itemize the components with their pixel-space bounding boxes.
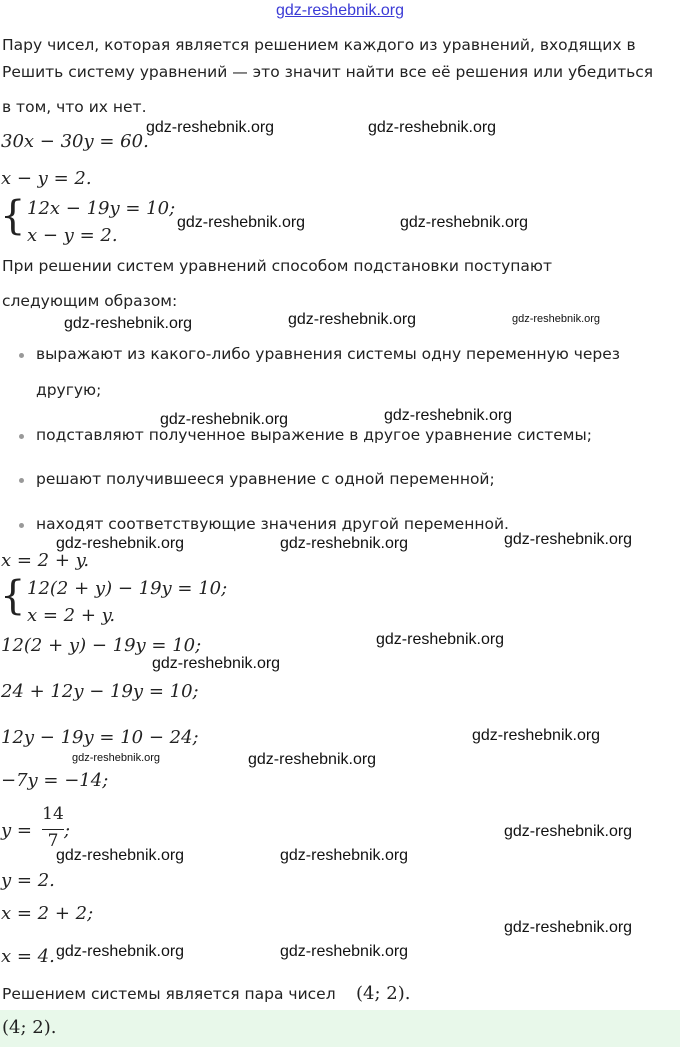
fraction-denominator: 7 bbox=[47, 831, 59, 851]
watermark: gdz-reshebnik.org bbox=[472, 727, 601, 744]
watermark: gdz-reshebnik.org bbox=[280, 847, 409, 864]
system-2-brace: { bbox=[0, 573, 26, 619]
watermark: gdz-reshebnik.org bbox=[512, 313, 601, 325]
solution-step-4: 12y − 19y = 10 − 24; bbox=[1, 727, 199, 748]
watermark: gdz-reshebnik.org bbox=[368, 119, 497, 136]
watermark: gdz-reshebnik.org bbox=[152, 655, 281, 672]
bullet-item-3: решают получившееся уравнение с одной переменной; bbox=[36, 470, 495, 488]
method-line-1: При решении систем уравнений способом подстановки поступают bbox=[2, 257, 552, 275]
solution-step-8: x = 2 + 2; bbox=[1, 903, 94, 924]
equation-1: 30x − 30y = 60. bbox=[1, 131, 149, 152]
watermark: gdz-reshebnik.org bbox=[376, 631, 505, 648]
answer-box bbox=[0, 1010, 680, 1047]
watermark: gdz-reshebnik.org bbox=[288, 311, 417, 328]
watermark: gdz-reshebnik.org bbox=[177, 214, 306, 231]
method-line-2: следующим образом: bbox=[2, 292, 178, 310]
system-1-brace: { bbox=[0, 193, 26, 239]
solution-step-1: x = 2 + y. bbox=[1, 550, 90, 571]
solution-step-5: −7y = −14; bbox=[1, 770, 109, 791]
watermark: gdz-reshebnik.org bbox=[384, 407, 513, 424]
answer-value: (4; 2). bbox=[2, 1017, 57, 1038]
conclusion-pair: (4; 2). bbox=[356, 983, 411, 1004]
system-1-line-2: x − y = 2. bbox=[27, 225, 118, 246]
watermark: gdz-reshebnik.org bbox=[160, 411, 289, 428]
solution-step-7: y = 2. bbox=[1, 870, 55, 891]
watermark: gdz-reshebnik.org bbox=[72, 752, 161, 764]
watermark: gdz-reshebnik.org bbox=[64, 315, 193, 332]
system-2-line-2: x = 2 + y. bbox=[27, 605, 116, 626]
watermark: gdz-reshebnik.org bbox=[248, 751, 377, 768]
system-1-line-1: 12x − 19y = 10; bbox=[27, 198, 176, 219]
system-2-line-1: 12(2 + y) − 19y = 10; bbox=[27, 578, 228, 599]
watermark: gdz-reshebnik.org bbox=[56, 535, 185, 552]
fraction-bar bbox=[42, 829, 64, 830]
watermark: gdz-reshebnik.org bbox=[504, 531, 633, 548]
watermark: gdz-reshebnik.org bbox=[56, 847, 185, 864]
watermark: gdz-reshebnik.org bbox=[400, 214, 529, 231]
bullet-item-1-continued: другую; bbox=[36, 381, 102, 399]
header-watermark-link[interactable]: gdz-reshebnik.org bbox=[275, 2, 405, 19]
watermark: gdz-reshebnik.org bbox=[280, 943, 409, 960]
watermark: gdz-reshebnik.org bbox=[504, 919, 633, 936]
bullet-marker bbox=[19, 523, 24, 528]
solution-step-6-suffix: ; bbox=[64, 820, 71, 841]
intro-line-1: Пару чисел, которая является решением каждого из уравнений, входящих в bbox=[2, 36, 636, 54]
watermark: gdz-reshebnik.org bbox=[56, 943, 185, 960]
solution-step-2: 12(2 + y) − 19y = 10; bbox=[1, 635, 202, 656]
intro-line-3: в том, что их нет. bbox=[2, 98, 147, 116]
solution-step-9: x = 4. bbox=[1, 946, 55, 967]
equation-2: x − y = 2. bbox=[1, 168, 92, 189]
bullet-item-1: выражают из какого-либо уравнения системы одну переменную через bbox=[36, 345, 621, 363]
solution-step-3: 24 + 12y − 19y = 10; bbox=[1, 681, 199, 702]
bullet-item-2: подставляют полученное выражение в другое уравнение системы; bbox=[36, 426, 592, 444]
bullet-marker bbox=[19, 434, 24, 439]
conclusion-text: Решением системы является пара чисел bbox=[2, 985, 336, 1003]
intro-line-2: Решить систему уравнений — это значит найти все её решения или убедиться bbox=[2, 63, 654, 81]
watermark: gdz-reshebnik.org bbox=[146, 119, 275, 136]
watermark: gdz-reshebnik.org bbox=[504, 823, 633, 840]
bullet-marker bbox=[19, 353, 24, 358]
bullet-item-4: находят соответствующие значения другой переменной. bbox=[36, 515, 509, 533]
bullet-marker bbox=[19, 478, 24, 483]
solution-step-6-prefix: y = bbox=[1, 820, 32, 841]
watermark: gdz-reshebnik.org bbox=[280, 535, 409, 552]
fraction-numerator: 14 bbox=[42, 804, 64, 824]
